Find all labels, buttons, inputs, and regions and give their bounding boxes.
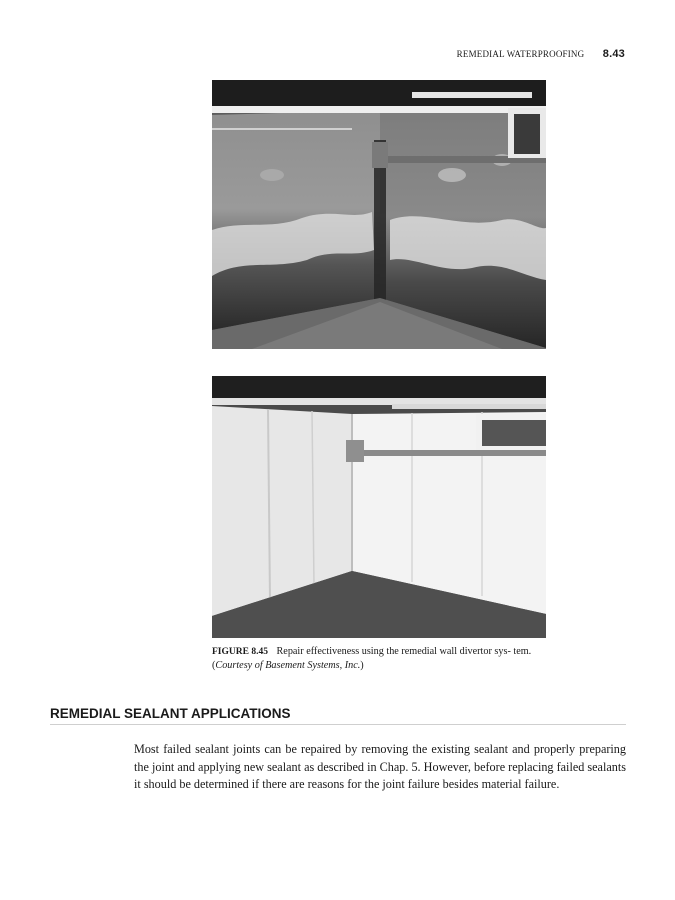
running-head (457, 48, 625, 60)
figure-caption (212, 645, 552, 672)
section-heading: REMEDIAL SEALANT APPLICATIONS (50, 706, 626, 725)
figure-credit-close: ) (360, 660, 364, 671)
figure-photo-after (212, 376, 546, 638)
figure-label: FIGURE 8.45 (212, 647, 268, 657)
running-head-title: REMEDIAL WATERPROOFING (456, 49, 585, 59)
figure-photo-before (212, 80, 546, 349)
figure-caption-text: Repair effectiveness using the remedial wall divertor sys- tem. (276, 646, 532, 657)
figure-credit: Courtesy of Basement Systems, Inc. (215, 660, 361, 671)
body-paragraph: Most failed sealant joints can be repaired by removing the existing sealant and properly preparing the joint and applying new sealant as described in Chap. 5. However, before replacing failed sealants it should be determined if there are reasons for the joint failure besides material failure. (134, 742, 626, 791)
figure-credit-open: ( (212, 660, 216, 671)
page-number: 8.43 (602, 48, 625, 60)
